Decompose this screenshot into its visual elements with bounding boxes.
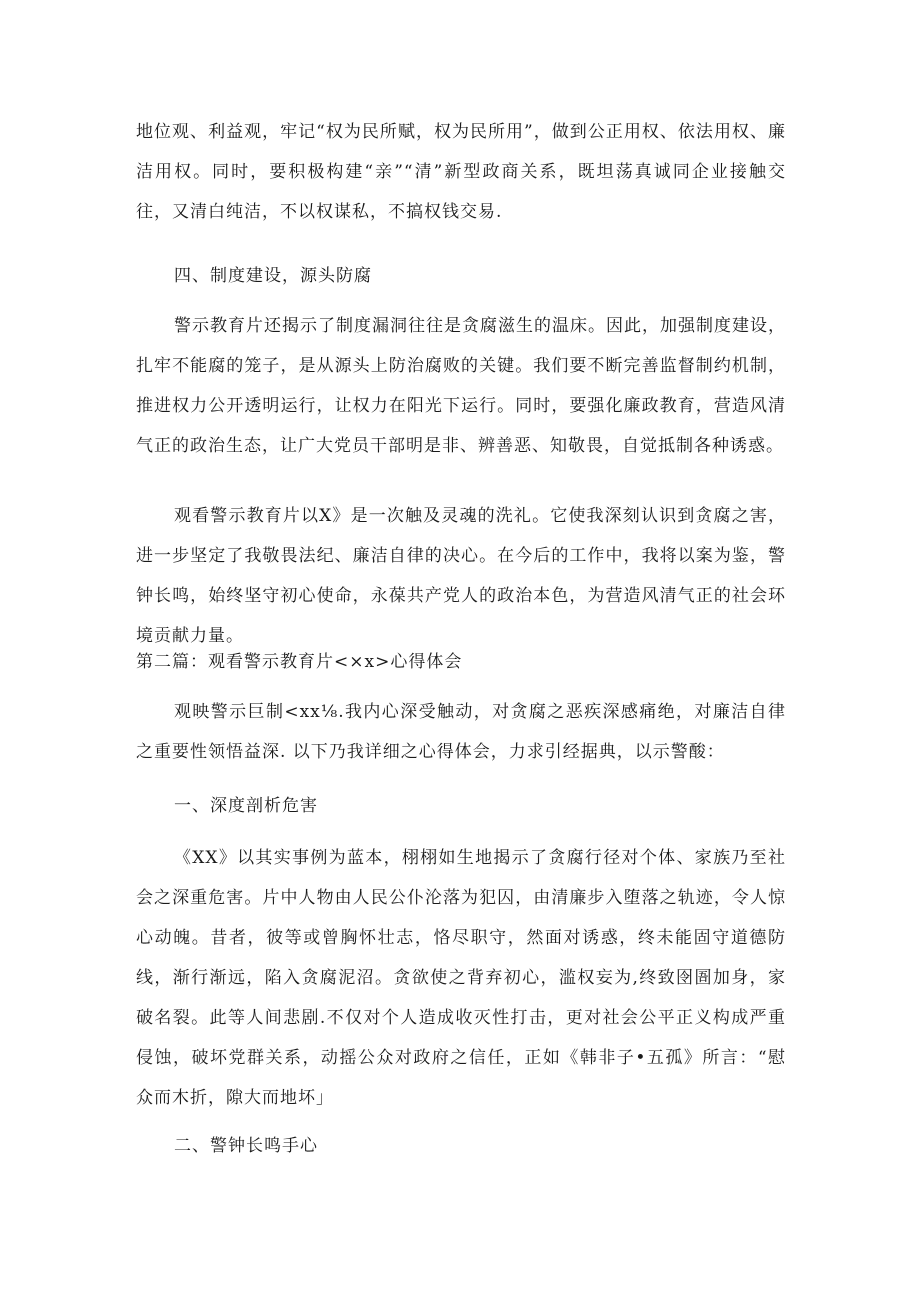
section-heading-1: 一、深度剖析危害: [174, 796, 318, 816]
paragraph-intro-2: 观映警示巨制<xx⅛.我内心深受触动，对贪腐之恶疾深感痛绝，对廉洁自律之重要性领悟益深. 以下乃我详细之心得体会，力求引经据典，以示警酸：: [136, 702, 786, 762]
paragraph-system-building: 警示教育片还揭示了制度漏洞往往是贪腐滋生的温床。因此，加强制度建设，扎牢不能腐的笼子，是从源头上防治腐败的关键。我们要不断完善监督制约机制，推进权力公开透明运行，让权力在阳光下运行。同时，要强化廉政教育，营造风清气正的政治生态，让广大党员干部明是非、辨善恶、知敬畏，自觉抵制各种诱惑。: [136, 316, 786, 456]
section-heading-2: 二、警钟长鸣手心: [174, 1136, 318, 1156]
paragraph-conclusion: 观看警示教育片以X》是一次触及灵魂的洗礼。它使我深刻认识到贪腐之害，进一步坚定了我敬畏法纪、廉洁自律的决心。在今后的工作中，我将以案为鉴，警钟长鸣，始终坚守初心使命，永葆共产党人的政治本色，为营造风清气正的社会环境贡献力量。: [136, 506, 786, 646]
paragraph-power-concept: 地位观、利益观，牢记“权为民所赋，权为民所用”，做到公正用权、依法用权、廉洁用权。同时，要积极构建“亲”“清”新型政商关系，既坦荡真诚同企业接触交往，又清白纯洁，不以权谋私，不搞权钱交易.: [136, 122, 786, 222]
section-heading-4: 四、制度建设，源头防腐: [174, 266, 372, 286]
paragraph-harm-analysis: 《XX》以其实事例为蓝本，栩栩如生地揭示了贪腐行径对个体、家族乃至社会之深重危害。片中人物由人民公仆沦落为犯囚，由清廉步入堕落之轨迹，令人惊心动魄。昔者，彼等或曾胸怀壮志，恪尽职守，然面对诱惑，终未能固守道德防线，渐行渐远，陷入贪腐泥沼。贪欲使之背弃初心，滥权妄为,终致囹圄加身，家破名裂。此等人间悲剧.不仅对个人造成收灭性打击，更对社会公平正义构成严重侵蚀，破坏党群关系，动摇公众对政府之信任，正如《韩非子•五孤》所言：“慰众而木折，隙大而地坏」: [136, 848, 786, 1108]
article-title-2: 第二篇：观看警示教育片<×x>心得体会: [136, 652, 463, 672]
